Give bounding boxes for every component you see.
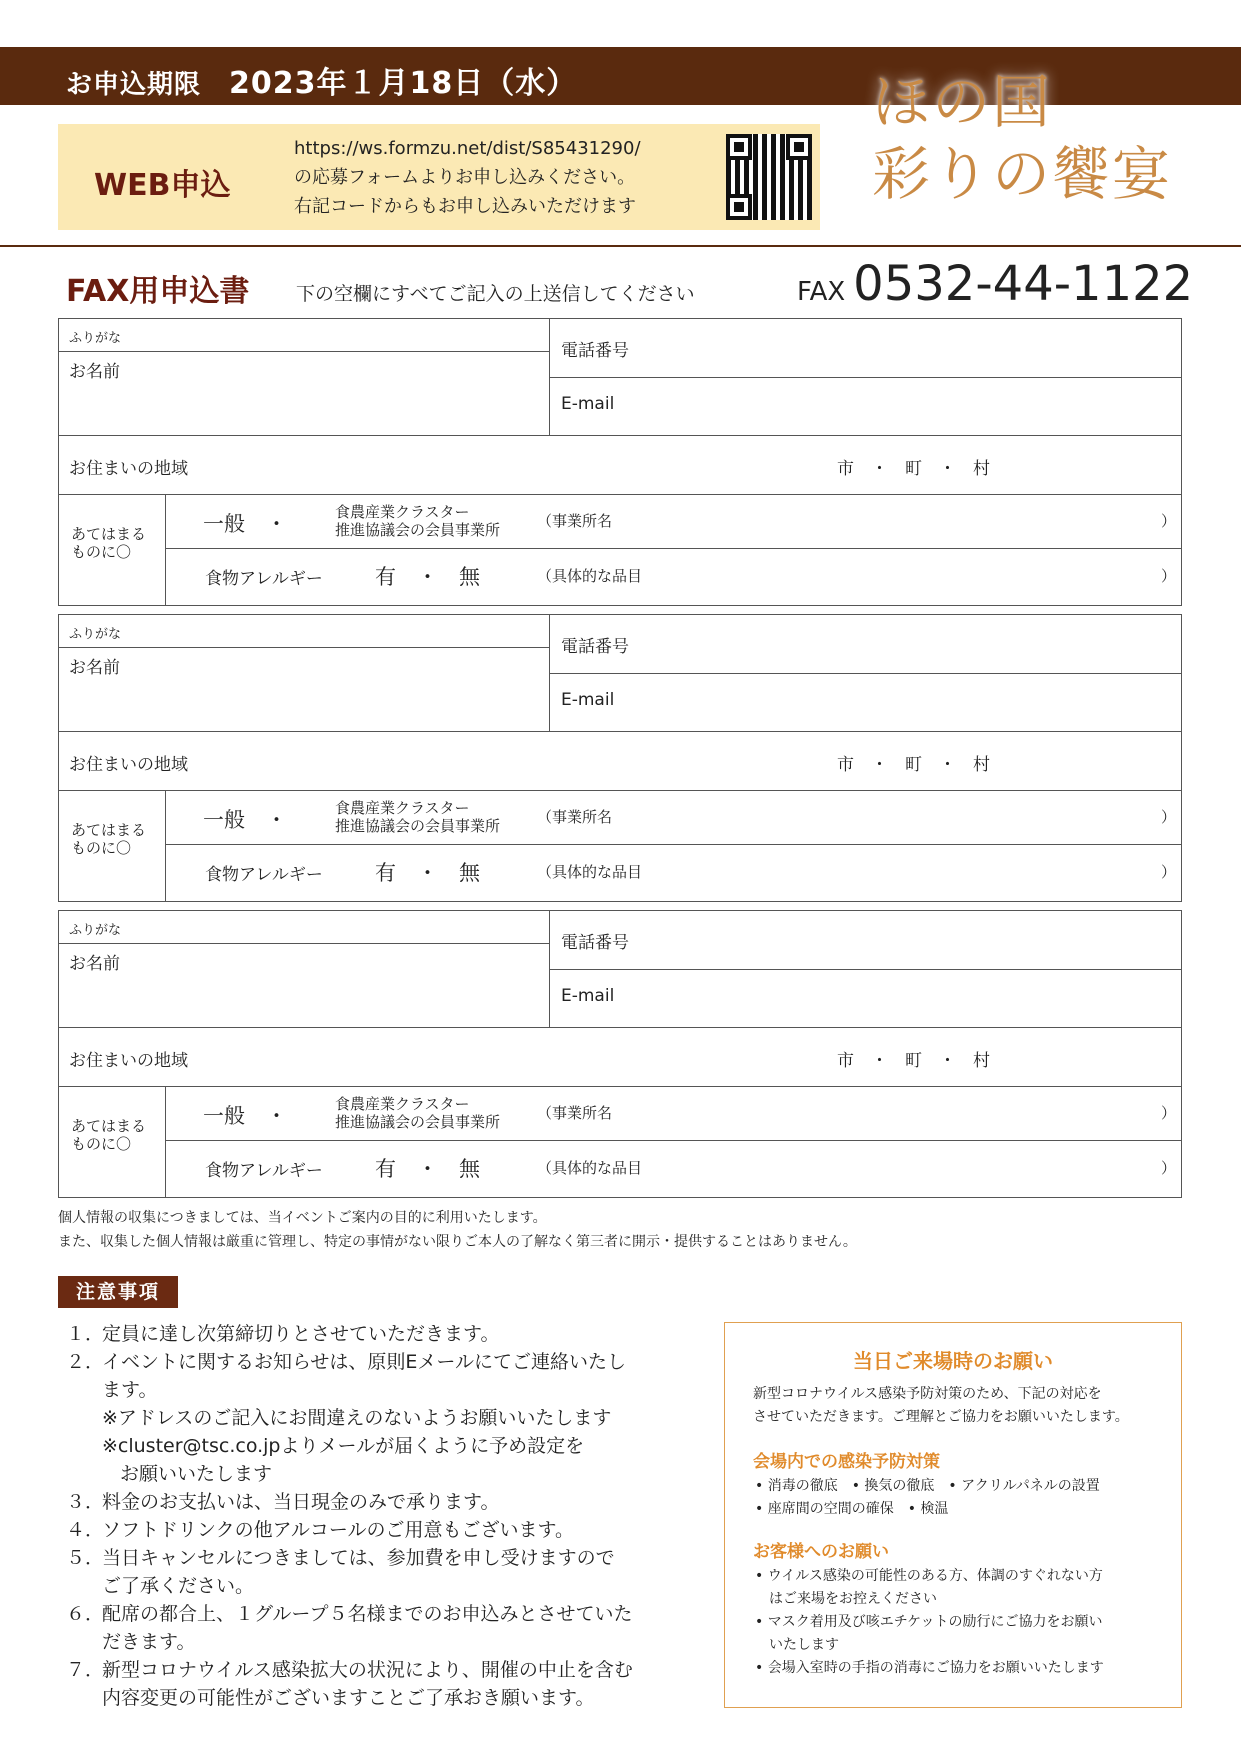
region-field[interactable] (209, 436, 889, 494)
visit-title: 当日ご来場時のお願い (853, 1349, 1053, 1373)
qr-code-icon[interactable] (726, 134, 812, 220)
fax-number-value: 0532-44-1122 (853, 256, 1194, 312)
note-item: ４． ソフトドリンクの他アルコールのご用意もございます。 (66, 1519, 574, 1541)
general-option[interactable]: 一般 ・ (203, 1104, 287, 1128)
allergy-yes-no[interactable]: 有 ・ 無 (375, 861, 480, 885)
note-item: ７． 新型コロナウイルス感染拡大の状況により、開催の中止を含む 内容変更の可能性がございますことご了承おき願います。 (66, 1659, 633, 1709)
close-paren: ） (1161, 863, 1177, 881)
allergy-items-field[interactable] (659, 1141, 1139, 1197)
allergy-items-label: （具体的な品目 (537, 567, 643, 585)
visit-measures: • 消毒の徹底 • 換気の徹底 • アクリルパネルの設置 • 座席間の空間の確保 • 検温 (755, 1478, 1100, 1517)
event-title-line2: 彩りの饗宴 (872, 140, 1173, 208)
allergy-yes-no[interactable]: 有 ・ 無 (375, 565, 480, 589)
web-apply-text (294, 134, 641, 221)
deadline (66, 58, 577, 102)
visit-intro: 新型コロナウイルス感染予防対策のため、下記の対応を させていただきます。ご理解とご協力をお願いいたします。 (753, 1386, 1129, 1425)
phone-field[interactable] (659, 319, 1181, 377)
allergy-items-field[interactable] (659, 845, 1139, 901)
allergy-label: 食物アレルギー (205, 865, 323, 885)
close-paren: ） (1161, 567, 1177, 585)
email-field[interactable] (659, 970, 1181, 1027)
phone-field[interactable] (659, 911, 1181, 969)
email-label: E-mail (561, 986, 615, 1006)
notes-list (66, 1320, 696, 1712)
applicable-label: あてはまる ものに〇 (71, 1117, 147, 1153)
web-apply-label: WEB申込 (94, 168, 231, 203)
allergy-items-field[interactable] (659, 549, 1139, 605)
notes-heading: 注意事項 (58, 1276, 178, 1308)
fax-subtitle: 下の空欄にすべてご記入の上送信してください (296, 283, 695, 305)
office-name-label: （事業所名 (537, 512, 613, 530)
furigana-label: ふりがな (69, 627, 122, 642)
name-label: お名前 (69, 362, 120, 382)
email-field[interactable] (659, 674, 1181, 731)
name-label: お名前 (69, 954, 120, 974)
cluster-member-option[interactable]: 食農産業クラスター 推進協議会の会員事業所 (335, 799, 501, 835)
region-label: お住まいの地域 (69, 755, 188, 775)
cluster-member-option[interactable]: 食農産業クラスター 推進協議会の会員事業所 (335, 1095, 501, 1131)
office-name-label: （事業所名 (537, 808, 613, 826)
privacy-line2: また、収集した個人情報は厳重に管理し、特定の事情がない限りご本人の了解なく第三者に開示・提供することはありません。 (58, 1234, 857, 1250)
general-option[interactable]: 一般 ・ (203, 512, 287, 536)
email-label: E-mail (561, 394, 615, 414)
furigana-field[interactable] (59, 615, 549, 647)
allergy-label: 食物アレルギー (205, 569, 323, 589)
web-line2: の応募フォームよりお申し込みください。 (294, 167, 636, 188)
applicant-form (58, 614, 1182, 902)
visit-heading-requests: お客様へのお願い (753, 1542, 889, 1562)
email-label: E-mail (561, 690, 615, 710)
name-label: お名前 (69, 658, 120, 678)
web-url[interactable]: https://ws.formzu.net/dist/S85431290/ (294, 138, 641, 159)
privacy-line1: 個人情報の収集につきましては、当イベントご案内の目的に利用いたします。 (58, 1210, 547, 1226)
web-line3: 右記コードからもお申し込みいただけます (294, 196, 636, 217)
note-item: ２． イベントに関するお知らせは、原則Eメールにてご連絡いたし ます。 ※アドレスのご記入にお間違えのないようお願いいたします ※cluster@tsc.co.jpよりメールが届くように予め設定を お願いいたします (66, 1351, 627, 1485)
allergy-items-label: （具体的な品目 (537, 863, 643, 881)
furigana-field[interactable] (59, 911, 549, 943)
applicant-form (58, 318, 1182, 606)
note-item: ５． 当日キャンセルにつきましては、参加費を申し受けますので ご了承ください。 (66, 1547, 615, 1597)
region-field[interactable] (209, 1028, 889, 1086)
phone-label: 電話番号 (561, 341, 629, 361)
cluster-member-option[interactable]: 食農産業クラスター 推進協議会の会員事業所 (335, 503, 501, 539)
applicable-label: あてはまる ものに〇 (71, 525, 147, 561)
region-label: お住まいの地域 (69, 459, 188, 479)
visit-heading-measures: 会場内での感染予防対策 (753, 1452, 940, 1472)
furigana-label: ふりがな (69, 331, 122, 346)
name-field[interactable] (59, 352, 549, 435)
divider (0, 245, 1241, 247)
visit-request-box (724, 1322, 1182, 1708)
allergy-items-label: （具体的な品目 (537, 1159, 643, 1177)
fax-label: FAX (797, 277, 846, 307)
name-field[interactable] (59, 944, 549, 1027)
email-field[interactable] (659, 378, 1181, 435)
allergy-yes-no[interactable]: 有 ・ 無 (375, 1157, 480, 1181)
furigana-label: ふりがな (69, 923, 122, 938)
note-item: １． 定員に達し次第締切りとさせていただきます。 (66, 1323, 500, 1345)
close-paren: ） (1161, 1104, 1177, 1122)
fax-number (797, 256, 1193, 312)
event-title-logo (872, 66, 1212, 210)
office-name-label: （事業所名 (537, 1104, 613, 1122)
region-label: お住まいの地域 (69, 1051, 188, 1071)
deadline-label: お申込期限 (66, 70, 202, 100)
office-name-field[interactable] (639, 495, 1139, 548)
close-paren: ） (1161, 1159, 1177, 1177)
phone-label: 電話番号 (561, 933, 629, 953)
general-option[interactable]: 一般 ・ (203, 808, 287, 832)
privacy-notice (58, 1206, 857, 1254)
office-name-field[interactable] (639, 791, 1139, 844)
furigana-field[interactable] (59, 319, 549, 351)
region-field[interactable] (209, 732, 889, 790)
event-title-line1: ほの国 (872, 68, 1053, 136)
region-options[interactable]: 市 ・ 町 ・ 村 (837, 1051, 990, 1071)
applicable-label: あてはまる ものに〇 (71, 821, 147, 857)
note-item: ６． 配席の都合上、１グループ５名様までのお申込みとさせていた だきます。 (66, 1603, 633, 1653)
applicant-form (58, 910, 1182, 1198)
region-options[interactable]: 市 ・ 町 ・ 村 (837, 755, 990, 775)
office-name-field[interactable] (639, 1087, 1139, 1140)
fax-title: FAX用申込書 (66, 274, 250, 309)
visit-requests: • ウイルス感染の可能性のある方、体調のすぐれない方 はご来場をお控えください • マスク着用及び咳エチケットの励行にご協力をお願い いたします • 会場入室時の手指の消毒にご協力をお願いいたします (755, 1568, 1104, 1676)
close-paren: ） (1161, 512, 1177, 530)
phone-field[interactable] (659, 615, 1181, 673)
web-apply-box (58, 124, 820, 230)
phone-label: 電話番号 (561, 637, 629, 657)
name-field[interactable] (59, 648, 549, 731)
close-paren: ） (1161, 808, 1177, 826)
allergy-label: 食物アレルギー (205, 1161, 323, 1181)
deadline-date: 2023年１月18日（水） (229, 66, 578, 101)
note-item: ３． 料金のお支払いは、当日現金のみで承ります。 (66, 1491, 500, 1513)
region-options[interactable]: 市 ・ 町 ・ 村 (837, 459, 990, 479)
